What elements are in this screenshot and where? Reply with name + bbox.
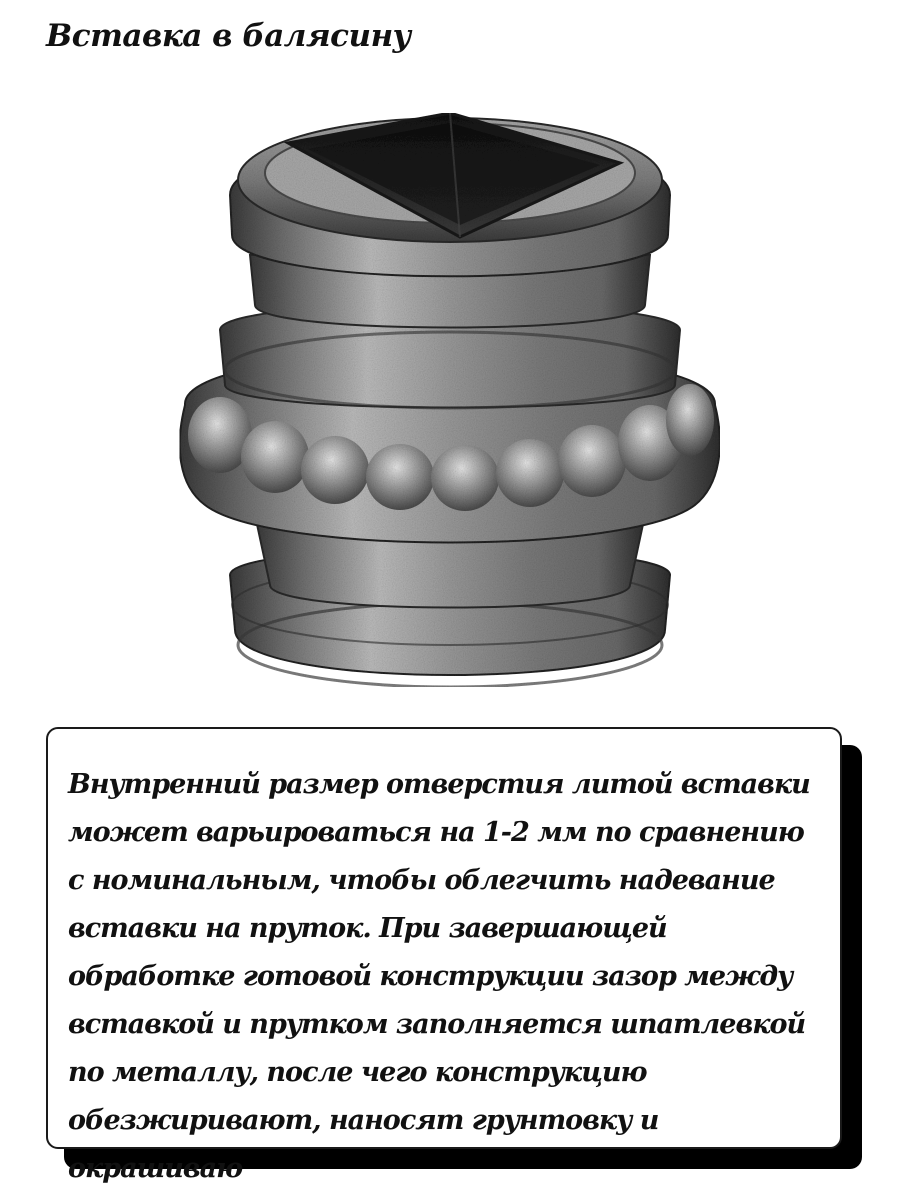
info-card-text: Внутренний размер отверстия литой вставки может варьироваться на 1-2 мм по сравнению с номинальным, чтобы облегчить надевание вставки на пруток. При завершающей обработке готовой конструкции зазор между вставкой и прутком заполняется шпатлевкой по металлу, после чего конструкцию обезжиривают, наносят грунтовку и окрашиваю <box>68 769 810 1184</box>
product-image <box>160 85 740 715</box>
baluster-insert-illustration <box>160 85 740 715</box>
info-card <box>46 727 842 1184</box>
page-title: Вставка в балясину <box>46 18 411 54</box>
